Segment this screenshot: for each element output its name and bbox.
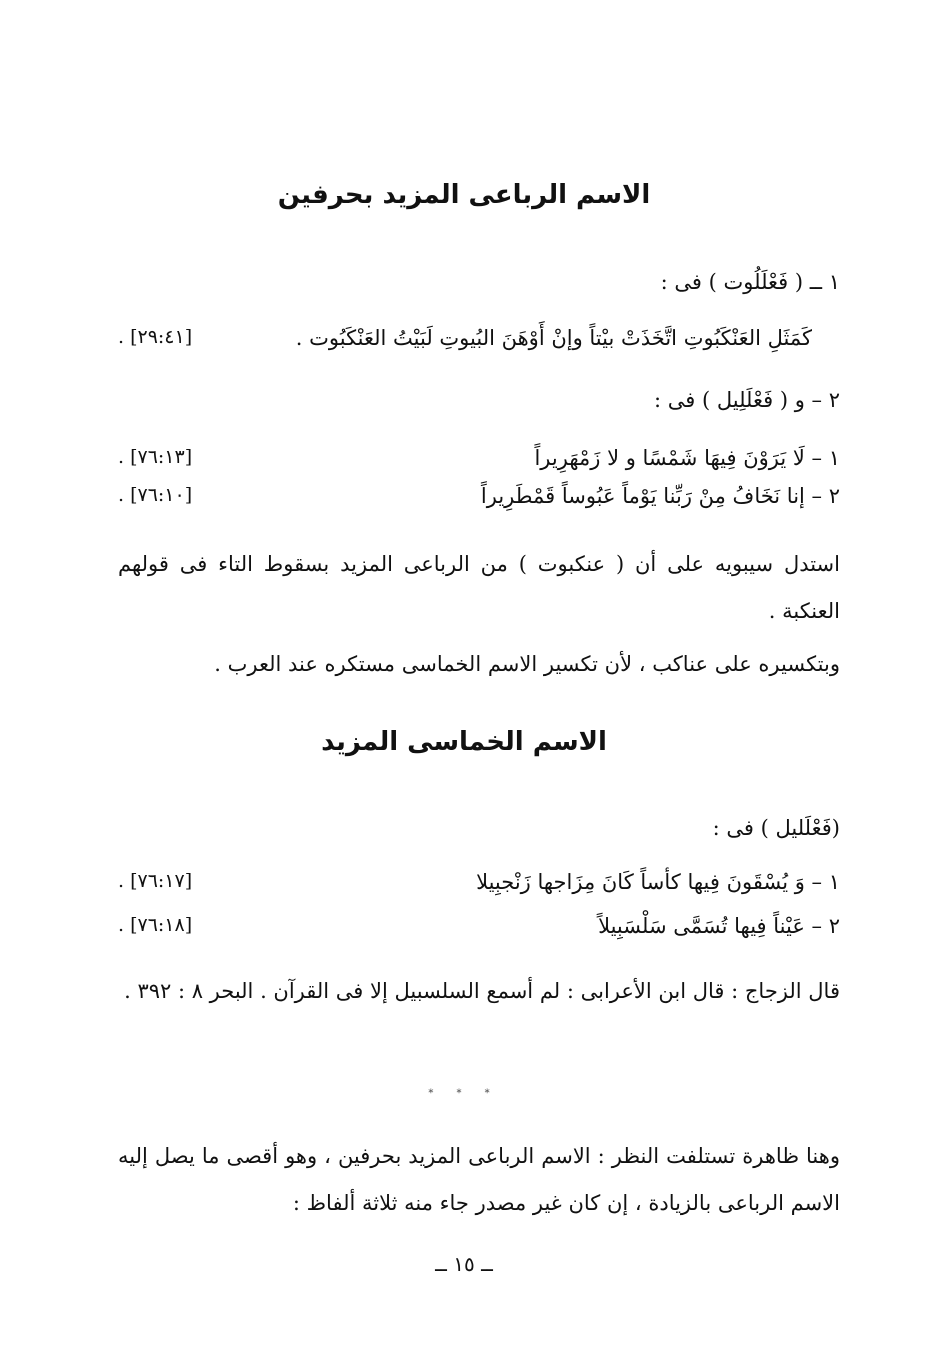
- page-number: ــ ١٥ ــ: [435, 1252, 493, 1276]
- verse-reference: [٧٦:١٨] .: [118, 914, 193, 936]
- verse-text: ٢ – إنا نَخَافُ مِنْ رَبِّنا يَوْماً عَبُوساً قَمْطَرِيراً: [480, 484, 840, 508]
- verse-line: [118, 326, 840, 360]
- verse-line: [118, 446, 840, 480]
- verse-text: كَمَثَلِ العَنْكَبُوتِ اتَّخَذَتْ بيْتاً وإنْ أَوْهَنَ البُيوتِ لَبَيْتُ العَنْكَبُوت .: [295, 326, 812, 350]
- verse-reference: [٧٦:١٠] .: [118, 484, 193, 506]
- paragraph-sibawayh: استدل سيبويه على أن ( عنكبوت ) من الرباعى المزيد بسقوط التاء فى قولهم العنكبة .: [118, 552, 840, 623]
- verse-line: [118, 914, 840, 948]
- heading-quinqueliteral: الاسم الخماسى المزيد: [321, 727, 607, 757]
- verse-text: ١ – لَا يَرَوْنَ فِيهَا شَمْسًا و لا زَمْهَرِيراً: [534, 446, 840, 470]
- paragraph-observation: وهنا ظاهرة تستلفت النظر : الاسم الرباعى المزيد بحرفين ، وهو أقصى ما يصل إليه الاسم الرباعى بالزيادة ، إن كان غير مصدر جاء منه ثلاثة ألفاظ :: [118, 1144, 840, 1215]
- verse-line: [118, 870, 840, 904]
- verse-reference: [٧٦:١٧] .: [118, 870, 193, 892]
- item-1-label: ١ ــ ( فَعْلَلُوت ) فى :: [660, 270, 840, 294]
- section-separator: * * *: [428, 1088, 500, 1099]
- heading-quadriliteral: الاسم الرباعى المزيد بحرفين: [277, 180, 651, 210]
- verse-reference: [٢٩:٤١] .: [118, 326, 193, 348]
- verse-text: ١ – وَ يُسْقَونَ فِيها كأساً كَانَ مِزَاجها زَنْجبِيلا: [476, 870, 840, 894]
- verse-line: [118, 484, 840, 518]
- paragraph-plural: وبتكسيره على عناكب ، لأن تكسير الاسم الخماسى مستكره عند العرب .: [214, 652, 840, 676]
- verse-reference: [٧٦:١٣] .: [118, 446, 193, 468]
- item-2-label: ٢ – و ( فَعْلَلِيل ) فى :: [654, 388, 840, 412]
- item-3-label: (فَعْلَليل ) فى :: [712, 816, 840, 840]
- paragraph-zajjaj: قال الزجاج : قال ابن الأعرابى : لم أسمع السلسبيل إلا فى القرآن . البحر ٨ : ٣٩٢ .: [124, 979, 840, 1003]
- verse-text: ٢ – عَيْناً فِيها تُسَمَّى سَلْسَبِيلاً: [598, 914, 840, 938]
